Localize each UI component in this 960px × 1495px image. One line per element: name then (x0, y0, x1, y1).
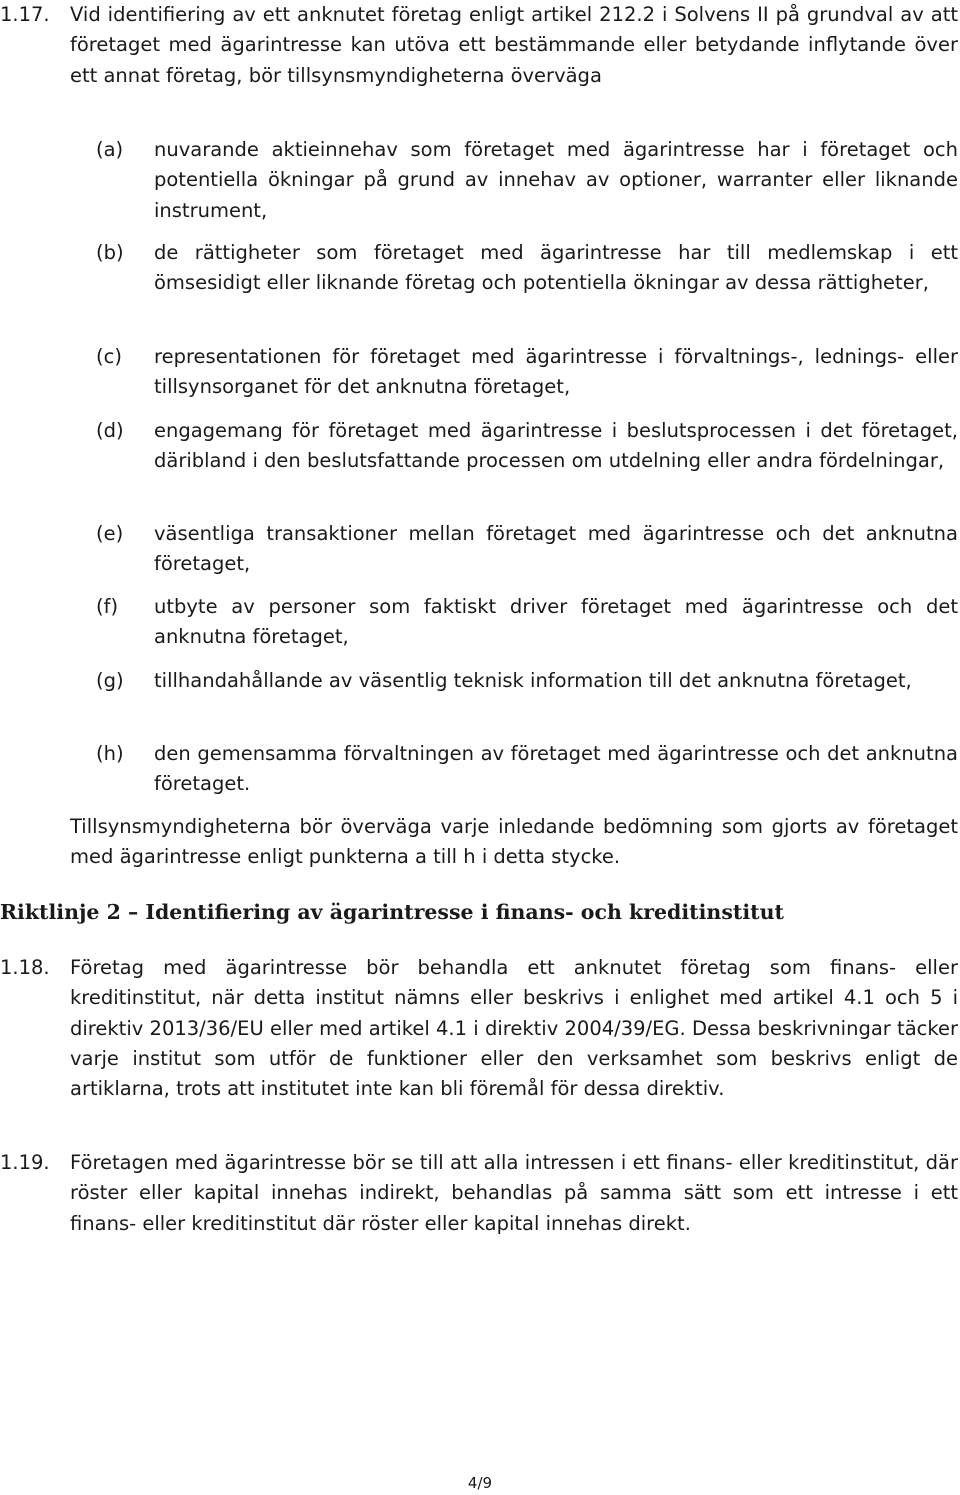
item-text-d: engagemang för företaget med ägarintresse i beslutsprocessen i det företaget, däribland i den beslutsfattande processen om utdelning eller andra fördelningar, (154, 419, 958, 473)
section-number-1-19: 1.19. (0, 1151, 50, 1174)
section-number-1-18: 1.18. (0, 956, 50, 979)
item-text-c: representationen för företaget med ägarintresse i förvaltnings-, lednings- eller tillsynsorganet för det anknutna företaget, (154, 345, 958, 399)
item-text-g: tillhandahållande av väsentlig teknisk information till det anknutna företaget, (154, 669, 912, 692)
item-label-h: (h) (96, 742, 124, 765)
item-label-d: (d) (96, 419, 124, 442)
section-number-1-17: 1.17. (0, 3, 50, 26)
section-1-18-text: Företag med ägarintresse bör behandla ett anknutet företag som finans- eller kreditinstitut, när detta institut nämns eller beskrivs i enlighet med artikel 4.1 och 5 i direktiv 2013/36/EU eller med artikel 4.1 i direktiv 2004/39/EG. Dessa beskrivningar täcker varje institut som utför de funktioner eller den verksamhet som beskrivs enligt de artiklarna, trots att institutet inte kan bli föremål för dessa direktiv. (70, 956, 958, 1101)
section-1-19-text: Företagen med ägarintresse bör se till att alla intressen i ett finans- eller kreditinstitut, där röster eller kapital innehas indirekt, behandlas på samma sätt som ett intresse i ett finans- eller kreditinstitut där röster eller kapital innehas direkt. (70, 1151, 958, 1235)
item-text-b: de rättigheter som företaget med ägarintresse har till medlemskap i ett ömsesidigt eller liknande företag och potentiella ökningar av dessa rättigheter, (154, 241, 958, 295)
item-label-f: (f) (96, 595, 119, 618)
item-label-c: (c) (96, 345, 122, 368)
item-text-h: den gemensamma förvaltningen av företaget med ägarintresse och det anknutna företaget. (154, 742, 958, 796)
guideline-heading: Riktlinje 2 – Identifiering av ägarintresse i finans- och kreditinstitut (0, 900, 784, 924)
section-1-17-closing: Tillsynsmyndigheterna bör överväga varje inledande bedömning som gjorts av företaget med ägarintresse enligt punkterna a till h i detta stycke. (70, 815, 958, 869)
section-1-17-intro: Vid identifiering av ett anknutet företag enligt artikel 212.2 i Solvens II på grundval av att företaget med ägarintresse kan utöva ett bestämmande eller betydande inflytande över ett annat företag, bör tillsynsmyndigheterna överväga (70, 3, 958, 87)
item-label-b: (b) (96, 241, 124, 264)
item-text-e: väsentliga transaktioner mellan företaget med ägarintresse och det anknutna företaget, (154, 522, 958, 576)
item-text-a: nuvarande aktieinnehav som företaget med ägarintresse har i företaget och potentiella ökningar på grund av innehav av optioner, warranter eller liknande instrument, (154, 138, 958, 222)
item-text-f: utbyte av personer som faktiskt driver företaget med ägarintresse och det anknutna företaget, (154, 595, 958, 649)
item-label-a: (a) (96, 138, 124, 161)
item-label-g: (g) (96, 669, 124, 692)
item-label-e: (e) (96, 522, 124, 545)
page-number: 4/9 (467, 1474, 493, 1492)
